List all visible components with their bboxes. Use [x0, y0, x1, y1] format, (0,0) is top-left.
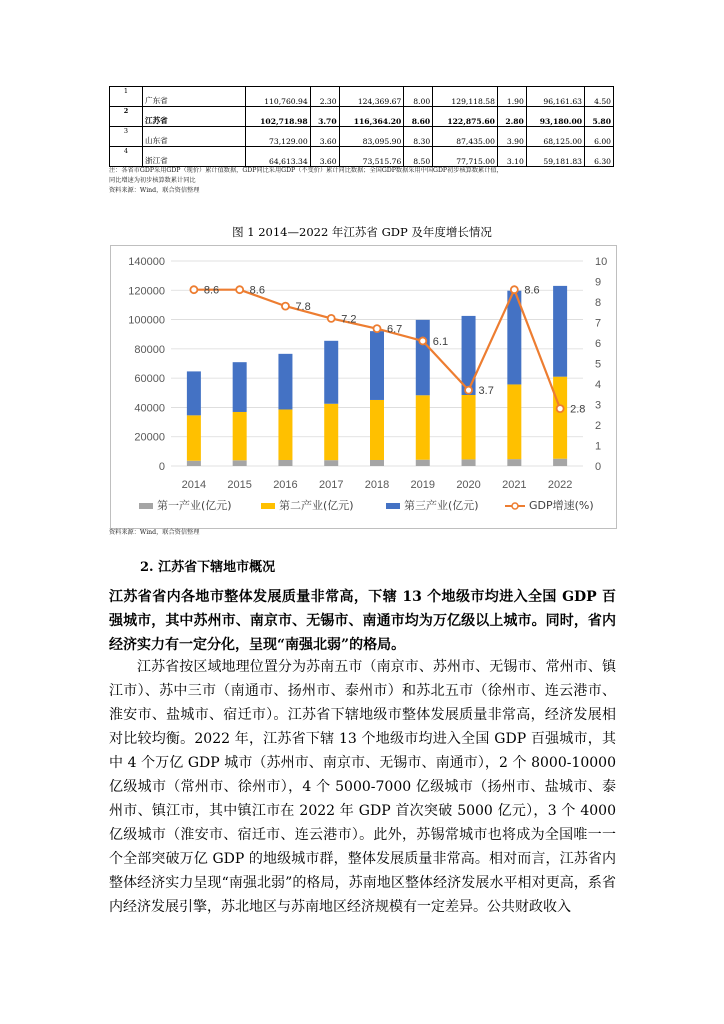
- value-cell: 96,161.63: [526, 87, 584, 107]
- growth-point: [557, 405, 564, 412]
- y-right-tick-label: 2: [595, 420, 602, 432]
- bar-segment: [324, 460, 338, 466]
- bar-segment: [507, 384, 521, 459]
- table-note-line2: 同比增速为初步核算数累计同比: [109, 177, 196, 184]
- y-right-tick-label: 8: [595, 297, 602, 309]
- value-cell: 83,095.90: [339, 127, 404, 147]
- body-paragraph: 江苏省按区域地理位置分为苏南五市（南京市、苏州市、无锡市、常州市、镇江市）、苏中三市（南通市、扬州市、泰州市）和苏北五市（徐州市、连云港市、淮安市、盐城市、宿迁市）。江苏省下辖地级市整体发展质量非常高，经济发展相对比较均衡。2022 年，江苏省下辖 13 个地级市均进入全国 GDP 百强城市，其中 4 个万亿 GDP 城市（苏州市、南京市、无锡市、南通市），2 个 8000-10000 亿级城市（常州市、徐州市），4 个 5000-7000 亿级城市（扬州市、盐城市、泰州市、镇江市，其中镇江市在 2022 年 GDP 首次突破 5000 亿元），3 个 4000 亿级城市（淮安市、宿迁市、连云港市）。此外，苏锡常城市也将成为全国唯一一个全部突破万亿 GDP 的地级城市群，整体发展质量非常高。相对而言，江苏省内整体经济实力呈现“南强北弱”的格局，苏南地区整体经济发展水平相对更高，系省内经济发展引擎，苏北地区与苏南地区经济规模有一定差异。公共财政收入: [109, 659, 616, 915]
- x-tick-label: 2021: [502, 479, 527, 491]
- value-cell: 77,715.00: [433, 147, 498, 167]
- rank-cell: 4: [110, 147, 143, 167]
- y-left-tick-label: 140000: [128, 256, 165, 268]
- bar-segment: [187, 461, 201, 466]
- legend-label: 第一产业(亿元): [157, 499, 232, 512]
- value-cell: 8.30: [404, 127, 433, 147]
- table-row: [110, 127, 614, 147]
- bar-segment: [187, 371, 201, 415]
- value-cell: 5.80: [585, 107, 614, 127]
- y-left-tick-label: 100000: [128, 314, 165, 327]
- bar-segment: [370, 331, 384, 400]
- value-cell: 122,875.60: [433, 107, 498, 127]
- value-cell: 8.50: [404, 147, 433, 167]
- value-cell: 1.90: [497, 87, 526, 107]
- value-cell: 124,369.67: [339, 87, 404, 107]
- value-cell: 116,364.20: [339, 107, 404, 127]
- value-cell: 8.00: [404, 87, 433, 107]
- summary-paragraph: 江苏省省内各地市整体发展质量非常高，下辖 13 个地级市均进入全国 GDP 百强城市，其中苏州市、南京市、无锡市、南通市均为万亿级以上城市。同时，省内经济实力有一定分化，呈现“南强北弱”的格局。: [109, 589, 616, 653]
- y-right-tick-label: 3: [595, 399, 602, 412]
- table-note-line1: 注：各省市GDP采用GDP（现价）累计值数据，GDP同比采用GDP（不变价）累计同比数据；全国GDP数据采用中国GDP初步核算数累计值，: [109, 167, 503, 174]
- bar-segment: [553, 377, 567, 459]
- bar-segment: [370, 400, 384, 460]
- value-cell: 8.60: [404, 107, 433, 127]
- y-left-tick-label: 40000: [134, 402, 165, 415]
- bar-segment: [278, 354, 292, 410]
- gdp-chart: [111, 246, 616, 528]
- table-source: 资料来源：Wind，联合资信整理: [109, 187, 200, 194]
- bar-segment: [370, 460, 384, 466]
- y-right-tick-label: 1: [595, 440, 602, 453]
- chart-frame: [110, 245, 617, 529]
- bar-segment: [416, 460, 430, 466]
- growth-point: [374, 325, 381, 332]
- value-cell: 4.50: [585, 87, 614, 107]
- y-right-tick-label: 10: [595, 256, 608, 268]
- value-cell: 129,118.58: [433, 87, 498, 107]
- bar-segment: [462, 316, 476, 395]
- growth-data-label: 2.8: [570, 403, 586, 416]
- value-cell: 3.60: [310, 127, 339, 147]
- legend-line-marker: [512, 503, 518, 509]
- value-cell: 68,125.00: [526, 127, 584, 147]
- x-tick-label: 2016: [273, 479, 298, 491]
- bar-segment: [233, 362, 247, 412]
- y-left-tick-label: 0: [158, 461, 165, 473]
- y-left-tick-label: 60000: [134, 373, 165, 386]
- y-right-tick-label: 0: [595, 461, 602, 473]
- growth-point: [190, 286, 197, 293]
- growth-data-label: 8.6: [203, 284, 220, 297]
- y-left-tick-label: 120000: [128, 285, 165, 298]
- value-cell: 93,180.00: [526, 107, 584, 127]
- y-left-tick-label: 80000: [134, 343, 165, 356]
- y-right-tick-label: 6: [595, 338, 602, 350]
- bar-segment: [324, 404, 338, 460]
- value-cell: 2.80: [497, 107, 526, 127]
- chart-source: 资料来源：Wind，联合资信整理: [109, 529, 200, 536]
- bar-segment: [278, 409, 292, 460]
- x-tick-label: 2018: [364, 479, 390, 491]
- value-cell: 73,515.76: [339, 147, 404, 167]
- bar-segment: [233, 460, 247, 466]
- y-right-tick-label: 5: [595, 358, 602, 371]
- growth-data-label: 7.2: [341, 313, 357, 326]
- table-row: [110, 147, 614, 167]
- y-right-tick-label: 9: [595, 276, 602, 289]
- y-right-tick-label: 4: [595, 379, 602, 391]
- section-title: 2. 江苏省下辖地市概况: [140, 560, 276, 575]
- legend-label: 第三产业(亿元): [404, 499, 479, 512]
- bar-segment: [278, 460, 292, 466]
- value-cell: 87,435.00: [433, 127, 498, 147]
- table-note: [109, 166, 619, 196]
- bar-segment: [187, 415, 201, 460]
- table-row: [110, 107, 614, 127]
- table-row: [110, 87, 614, 107]
- growth-point: [419, 337, 426, 344]
- value-cell: 64,613.34: [246, 147, 311, 167]
- value-cell: 102,718.98: [246, 107, 311, 127]
- growth-data-label: 7.8: [295, 301, 311, 314]
- x-tick-label: 2019: [410, 479, 436, 491]
- legend-label: GDP增速(%): [529, 499, 594, 512]
- gdp-comparison-table: [109, 86, 614, 167]
- value-cell: 6.00: [585, 127, 614, 147]
- bar-segment: [462, 395, 476, 459]
- rank-cell: 2: [110, 107, 143, 127]
- bar-segment: [416, 395, 430, 459]
- y-left-tick-label: 20000: [134, 431, 165, 444]
- growth-data-label: 6.1: [432, 335, 449, 348]
- value-cell: 59,181.83: [526, 147, 584, 167]
- growth-data-label: 8.6: [249, 284, 265, 297]
- province-cell: 江苏省: [143, 107, 246, 127]
- growth-data-label: 8.6: [524, 284, 540, 297]
- province-cell: 浙江省: [143, 147, 246, 167]
- value-cell: 3.70: [310, 107, 339, 127]
- figure-title: 图 1 2014—2022 年江苏省 GDP 及年度增长情况: [232, 225, 492, 239]
- legend-swatch: [261, 503, 275, 509]
- value-cell: 3.90: [497, 127, 526, 147]
- rank-cell: 1: [110, 87, 143, 107]
- growth-data-label: 3.7: [478, 385, 494, 398]
- growth-point: [328, 315, 335, 322]
- value-cell: 73,129.00: [246, 127, 311, 147]
- value-cell: 6.30: [585, 147, 614, 167]
- bar-segment: [462, 459, 476, 466]
- bar-segment: [324, 341, 338, 404]
- growth-data-label: 6.7: [387, 323, 403, 336]
- growth-point: [282, 303, 289, 310]
- legend-label: 第二产业(亿元): [279, 499, 354, 512]
- legend-swatch: [386, 503, 400, 509]
- bar-segment: [416, 320, 430, 395]
- value-cell: 3.60: [310, 147, 339, 167]
- province-cell: 山东省: [143, 127, 246, 147]
- y-right-tick-label: 7: [595, 317, 602, 330]
- rank-cell: 3: [110, 127, 143, 147]
- x-tick-label: 2015: [227, 479, 252, 491]
- growth-point: [236, 286, 243, 293]
- growth-point: [465, 387, 472, 394]
- x-tick-label: 2020: [456, 479, 481, 491]
- value-cell: 2.30: [310, 87, 339, 107]
- value-cell: 3.10: [497, 147, 526, 167]
- x-tick-label: 2017: [318, 479, 344, 491]
- x-tick-label: 2022: [547, 479, 573, 491]
- bar-segment: [553, 459, 567, 466]
- bar-segment: [507, 459, 521, 466]
- bar-segment: [553, 286, 567, 377]
- bar-segment: [233, 412, 247, 460]
- x-tick-label: 2014: [181, 479, 207, 491]
- growth-point: [511, 286, 518, 293]
- legend-swatch: [139, 503, 153, 509]
- value-cell: 110,760.94: [246, 87, 311, 107]
- province-cell: 广东省: [143, 87, 246, 107]
